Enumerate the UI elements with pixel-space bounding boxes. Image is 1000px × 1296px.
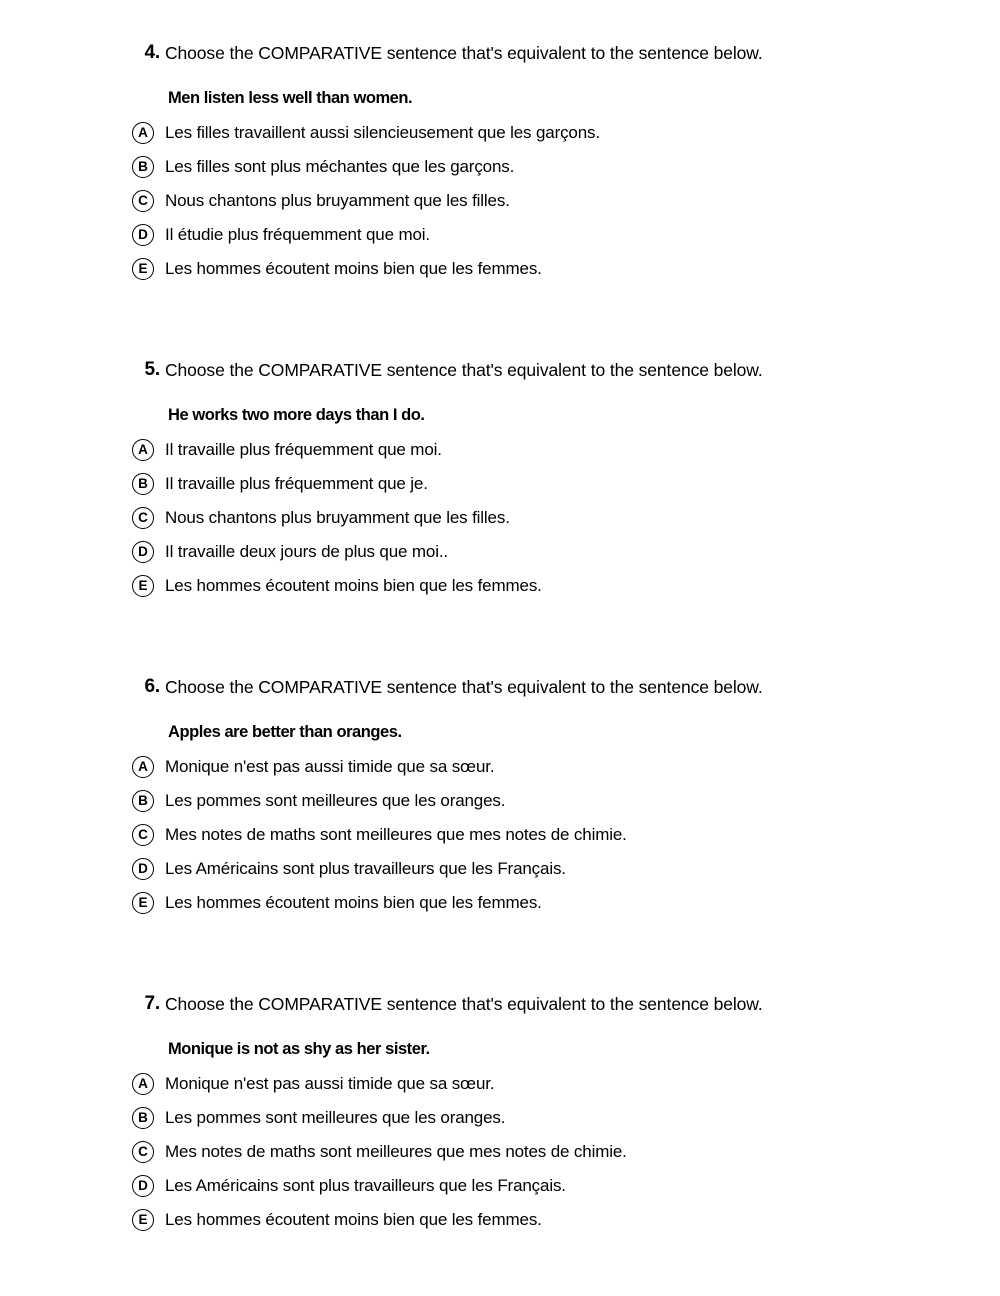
option-text: Il travaille plus fréquemment que moi.: [165, 440, 442, 459]
answer-option[interactable]: [0, 751, 1000, 785]
option-text: Mes notes de maths sont meilleures que mes notes de chimie.: [165, 1142, 627, 1161]
option-letter-circle: C: [132, 190, 154, 212]
option-letter-circle: B: [132, 156, 154, 178]
option-text: Il travaille deux jours de plus que moi..: [165, 542, 448, 561]
option-letter-circle: A: [132, 122, 154, 144]
question-stem-row: [0, 357, 1000, 383]
option-letter-circle: C: [132, 824, 154, 846]
option-letter-circle: D: [132, 541, 154, 563]
answer-options: [0, 434, 1000, 604]
question-number: 5.: [144, 359, 160, 380]
option-letter-circle: A: [132, 756, 154, 778]
option-text: Mes notes de maths sont meilleures que mes notes de chimie.: [165, 825, 627, 844]
answer-options: [0, 117, 1000, 287]
answer-option[interactable]: [0, 887, 1000, 921]
answer-option[interactable]: [0, 1102, 1000, 1136]
option-letter-circle: D: [132, 224, 154, 246]
question-block: [0, 357, 1000, 604]
answer-option[interactable]: [0, 253, 1000, 287]
answer-option[interactable]: [0, 536, 1000, 570]
option-letter-circle: E: [132, 1209, 154, 1231]
answer-option[interactable]: [0, 853, 1000, 887]
option-text: Les filles travaillent aussi silencieusement que les garçons.: [165, 123, 600, 142]
answer-option[interactable]: [0, 151, 1000, 185]
answer-option[interactable]: [0, 502, 1000, 536]
answer-option[interactable]: [0, 1136, 1000, 1170]
question-block: [0, 674, 1000, 921]
option-text: Les filles sont plus méchantes que les garçons.: [165, 157, 515, 176]
question-prompt-sentence: Apples are better than oranges.: [168, 723, 402, 741]
answer-option[interactable]: [0, 468, 1000, 502]
option-letter-circle: A: [132, 439, 154, 461]
question-number: 4.: [144, 42, 160, 63]
option-text: Monique n'est pas aussi timide que sa sœur.: [165, 1074, 495, 1093]
option-text: Les pommes sont meilleures que les oranges.: [165, 791, 506, 810]
option-letter-circle: B: [132, 1107, 154, 1129]
option-letter-circle: B: [132, 790, 154, 812]
answer-option[interactable]: [0, 219, 1000, 253]
question-stem-row: [0, 674, 1000, 700]
option-letter-circle: C: [132, 507, 154, 529]
answer-option[interactable]: [0, 1170, 1000, 1204]
option-letter-circle: C: [132, 1141, 154, 1163]
answer-options: [0, 1068, 1000, 1238]
question-stem-row: [0, 991, 1000, 1017]
question-block: [0, 40, 1000, 287]
option-letter-circle: E: [132, 892, 154, 914]
answer-option[interactable]: [0, 434, 1000, 468]
question-prompt-sentence: Men listen less well than women.: [168, 89, 413, 107]
question-number: 7.: [144, 993, 160, 1014]
question-instruction: Choose the COMPARATIVE sentence that's equivalent to the sentence below.: [165, 677, 763, 697]
question-instruction: Choose the COMPARATIVE sentence that's equivalent to the sentence below.: [165, 43, 763, 63]
option-text: Nous chantons plus bruyamment que les filles.: [165, 191, 510, 210]
answer-option[interactable]: [0, 185, 1000, 219]
question-list: [0, 40, 1000, 1238]
option-text: Les hommes écoutent moins bien que les femmes.: [165, 259, 542, 278]
option-text: Monique n'est pas aussi timide que sa sœur.: [165, 757, 495, 776]
option-text: Les hommes écoutent moins bien que les femmes.: [165, 576, 542, 595]
option-letter-circle: D: [132, 858, 154, 880]
answer-option[interactable]: [0, 1068, 1000, 1102]
option-text: Les pommes sont meilleures que les oranges.: [165, 1108, 506, 1127]
question-number: 6.: [144, 676, 160, 697]
question-prompt-sentence: He works two more days than I do.: [168, 406, 425, 424]
option-text: Nous chantons plus bruyamment que les filles.: [165, 508, 510, 527]
option-letter-circle: E: [132, 575, 154, 597]
option-letter-circle: B: [132, 473, 154, 495]
question-instruction: Choose the COMPARATIVE sentence that's equivalent to the sentence below.: [165, 360, 763, 380]
question-instruction: Choose the COMPARATIVE sentence that's equivalent to the sentence below.: [165, 994, 763, 1014]
question-stem-row: [0, 40, 1000, 66]
option-text: Les hommes écoutent moins bien que les femmes.: [165, 1210, 542, 1229]
option-letter-circle: A: [132, 1073, 154, 1095]
option-text: Il travaille plus fréquemment que je.: [165, 474, 428, 493]
option-letter-circle: E: [132, 258, 154, 280]
option-text: Les Américains sont plus travailleurs que les Français.: [165, 859, 566, 878]
answer-option[interactable]: [0, 117, 1000, 151]
question-block: [0, 991, 1000, 1238]
answer-options: [0, 751, 1000, 921]
option-text: Les Américains sont plus travailleurs que les Français.: [165, 1176, 566, 1195]
option-text: Il étudie plus fréquemment que moi.: [165, 225, 431, 244]
answer-option[interactable]: [0, 570, 1000, 604]
question-prompt-sentence: Monique is not as shy as her sister.: [168, 1040, 430, 1058]
answer-option[interactable]: [0, 1204, 1000, 1238]
option-text: Les hommes écoutent moins bien que les femmes.: [165, 893, 542, 912]
option-letter-circle: D: [132, 1175, 154, 1197]
answer-option[interactable]: [0, 785, 1000, 819]
answer-option[interactable]: [0, 819, 1000, 853]
